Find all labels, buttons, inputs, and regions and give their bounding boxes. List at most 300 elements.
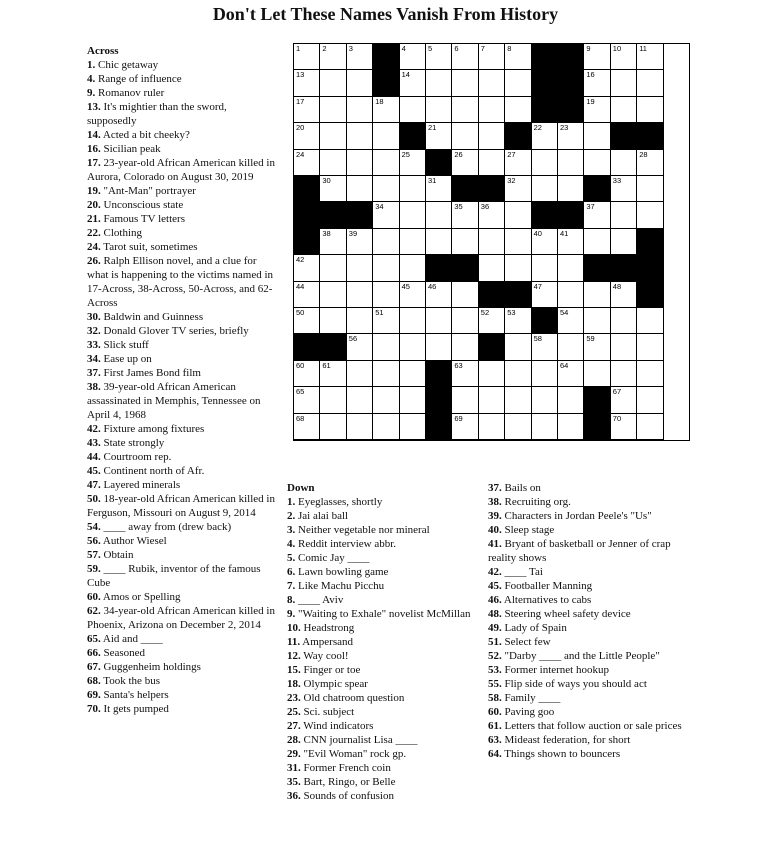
- grid-cell[interactable]: [479, 123, 505, 149]
- grid-cell[interactable]: [426, 123, 452, 149]
- grid-cell[interactable]: [347, 150, 373, 176]
- grid-cell[interactable]: [505, 308, 531, 334]
- clue-number: 43.: [87, 437, 101, 449]
- clue-item: [87, 604, 277, 632]
- cell-number: 19: [586, 96, 595, 106]
- clue-number: 38.: [488, 496, 502, 508]
- clue-number: 18.: [287, 678, 301, 690]
- across-clues: [87, 44, 277, 716]
- grid-block: [532, 308, 558, 334]
- clue-number: 6.: [287, 566, 296, 578]
- grid-block: [347, 202, 373, 228]
- clue-text: Like Machu Picchu: [295, 580, 385, 592]
- cell-number: 51: [375, 308, 384, 317]
- grid-cell[interactable]: [347, 44, 373, 70]
- clue-text: Eyeglasses, shortly: [295, 496, 383, 508]
- grid-cell[interactable]: [479, 361, 505, 387]
- cell-number: 8: [507, 44, 512, 53]
- cell-number: 60: [296, 360, 305, 370]
- clue-number: 38.: [87, 381, 101, 393]
- cell-number: 6: [454, 44, 459, 53]
- clue-number: 41.: [488, 538, 502, 550]
- grid-cell[interactable]: [558, 387, 584, 413]
- clue-number: 60.: [488, 706, 502, 718]
- grid-cell[interactable]: [294, 97, 320, 123]
- grid-cell[interactable]: [400, 44, 426, 70]
- grid-cell[interactable]: [294, 282, 320, 308]
- grid-cell[interactable]: [426, 229, 452, 255]
- cell-number: 5: [428, 44, 433, 53]
- grid-cell[interactable]: [452, 414, 478, 440]
- cell-number: 17: [296, 96, 305, 106]
- grid-cell[interactable]: [452, 361, 478, 387]
- grid-cell[interactable]: [400, 202, 426, 228]
- grid-cell[interactable]: [584, 361, 610, 387]
- grid-cell[interactable]: [373, 414, 399, 440]
- grid-cell[interactable]: [452, 70, 478, 96]
- grid-block: [426, 361, 452, 387]
- grid-cell[interactable]: [611, 282, 637, 308]
- grid-cell[interactable]: [479, 44, 505, 70]
- grid-cell[interactable]: [584, 282, 610, 308]
- grid-cell[interactable]: [479, 414, 505, 440]
- clue-item: [287, 495, 477, 509]
- grid-cell[interactable]: [611, 387, 637, 413]
- grid-cell[interactable]: [558, 255, 584, 281]
- clue-number: 42.: [87, 423, 101, 435]
- grid-cell[interactable]: [373, 97, 399, 123]
- clue-text: Way cool!: [300, 650, 349, 662]
- clue-text: Lawn bowling game: [295, 566, 389, 578]
- cell-number: 52: [480, 308, 490, 317]
- grid-cell[interactable]: [505, 387, 531, 413]
- grid-cell[interactable]: [584, 97, 610, 123]
- grid-cell[interactable]: [532, 387, 558, 413]
- grid-cell[interactable]: [373, 308, 399, 334]
- grid-cell[interactable]: [320, 176, 346, 202]
- clue-text: Alternatives to cabs: [501, 594, 592, 606]
- grid-cell[interactable]: [347, 229, 373, 255]
- grid-cell[interactable]: [584, 308, 610, 334]
- grid-cell[interactable]: [479, 70, 505, 96]
- clue-number: 36.: [287, 790, 301, 802]
- grid-cell[interactable]: [479, 255, 505, 281]
- clue-item: [287, 691, 477, 705]
- grid-cell[interactable]: [584, 202, 610, 228]
- grid-cell[interactable]: [400, 229, 426, 255]
- grid-cell[interactable]: [611, 361, 637, 387]
- clue-text: Olympic spear: [300, 678, 368, 690]
- grid-cell[interactable]: [452, 334, 478, 360]
- clue-number: 10.: [287, 622, 301, 634]
- cell-number: 47: [533, 281, 542, 291]
- clue-number: 60.: [87, 591, 101, 603]
- grid-cell[interactable]: [452, 282, 478, 308]
- grid-cell[interactable]: [637, 176, 663, 202]
- grid-block: [294, 176, 320, 202]
- grid-block: [426, 414, 452, 440]
- grid-cell[interactable]: [426, 202, 452, 228]
- grid-cell[interactable]: [400, 176, 426, 202]
- clue-number: 1.: [87, 59, 96, 71]
- grid-cell[interactable]: [505, 176, 531, 202]
- grid-cell[interactable]: [347, 97, 373, 123]
- grid-cell[interactable]: [637, 97, 663, 123]
- grid-cell[interactable]: [611, 70, 637, 96]
- grid-cell[interactable]: [320, 70, 346, 96]
- grid-cell[interactable]: [505, 150, 531, 176]
- clue-text: "Darby ____ and the Little People": [501, 650, 660, 662]
- cell-number: 61: [322, 360, 331, 370]
- clue-item: [87, 324, 277, 338]
- grid-cell[interactable]: [373, 282, 399, 308]
- grid-cell[interactable]: [637, 44, 663, 70]
- grid-cell[interactable]: [637, 414, 663, 440]
- grid-cell[interactable]: [347, 123, 373, 149]
- grid-cell[interactable]: [373, 202, 399, 228]
- cell-number: 13: [296, 70, 305, 80]
- clue-item: [488, 719, 693, 733]
- grid-cell[interactable]: [320, 387, 346, 413]
- grid-cell[interactable]: [426, 334, 452, 360]
- grid-cell[interactable]: [400, 414, 426, 440]
- grid-cell[interactable]: [505, 202, 531, 228]
- grid-cell[interactable]: [479, 150, 505, 176]
- clue-item: [87, 688, 277, 702]
- grid-cell[interactable]: [505, 361, 531, 387]
- grid-cell[interactable]: [400, 70, 426, 96]
- clue-text: Tarot suit, sometimes: [100, 241, 198, 253]
- grid-cell[interactable]: [400, 361, 426, 387]
- grid-cell[interactable]: [558, 308, 584, 334]
- grid-cell[interactable]: [558, 361, 584, 387]
- grid-cell[interactable]: [584, 70, 610, 96]
- clue-number: 37.: [87, 367, 101, 379]
- clue-text: Romanov ruler: [95, 87, 165, 99]
- clue-item: [87, 380, 277, 422]
- grid-cell[interactable]: [611, 97, 637, 123]
- grid-cell[interactable]: [320, 282, 346, 308]
- clue-text: Finger or toe: [300, 664, 361, 676]
- clue-item: [287, 593, 477, 607]
- clue-item: [488, 509, 693, 523]
- clue-text: It's mightier than the sword, supposedly: [87, 101, 227, 127]
- grid-cell[interactable]: [637, 361, 663, 387]
- clue-number: 39.: [488, 510, 502, 522]
- clue-text: Sounds of confusion: [300, 790, 394, 802]
- grid-cell[interactable]: [505, 229, 531, 255]
- clue-text: Obtain: [100, 549, 134, 561]
- grid-cell[interactable]: [611, 334, 637, 360]
- clue-item: [87, 464, 277, 478]
- clue-text: Sleep stage: [501, 524, 555, 536]
- grid-cell[interactable]: [347, 414, 373, 440]
- clue-number: 16.: [87, 143, 101, 155]
- grid-cell[interactable]: [373, 255, 399, 281]
- cell-number: 36: [480, 202, 490, 212]
- grid-cell[interactable]: [426, 44, 452, 70]
- clue-number: 70.: [87, 703, 101, 715]
- grid-cell[interactable]: [532, 414, 558, 440]
- grid-cell[interactable]: [558, 150, 584, 176]
- grid-cell[interactable]: [320, 123, 346, 149]
- clue-item: [87, 450, 277, 464]
- down-header: Down: [287, 482, 315, 494]
- clue-number: 44.: [87, 451, 101, 463]
- clue-item: [87, 562, 277, 590]
- grid-cell[interactable]: [611, 44, 637, 70]
- clue-text: Comic Jay ____: [295, 552, 370, 564]
- grid-cell[interactable]: [452, 387, 478, 413]
- grid-cell[interactable]: [347, 387, 373, 413]
- clue-number: 69.: [87, 689, 101, 701]
- grid-block: [294, 229, 320, 255]
- grid-cell[interactable]: [505, 255, 531, 281]
- clue-item: [287, 537, 477, 551]
- grid-cell[interactable]: [452, 202, 478, 228]
- grid-cell[interactable]: [347, 282, 373, 308]
- cell-number: 9: [586, 44, 591, 53]
- grid-cell[interactable]: [637, 202, 663, 228]
- grid-cell[interactable]: [320, 229, 346, 255]
- clue-text: "Evil Woman" rock gp.: [300, 748, 407, 760]
- grid-cell[interactable]: [320, 361, 346, 387]
- clue-item: [87, 646, 277, 660]
- grid-cell[interactable]: [558, 334, 584, 360]
- across-clue-list: [87, 58, 277, 716]
- grid-cell[interactable]: [320, 308, 346, 334]
- puzzle-title: Don't Let These Names Vanish From History: [212, 4, 559, 24]
- clue-text: Old chatroom question: [300, 692, 405, 704]
- grid-cell[interactable]: [400, 387, 426, 413]
- clue-number: 40.: [488, 524, 502, 536]
- grid-block: [584, 176, 610, 202]
- grid-cell[interactable]: [400, 97, 426, 123]
- grid-cell[interactable]: [320, 97, 346, 123]
- grid-cell[interactable]: [558, 414, 584, 440]
- clue-number: 42.: [488, 566, 502, 578]
- grid-cell[interactable]: [426, 97, 452, 123]
- clue-text: Bails on: [501, 482, 541, 494]
- down-clues-column-2: [488, 481, 693, 761]
- grid-cell[interactable]: [637, 150, 663, 176]
- grid-cell[interactable]: [347, 70, 373, 96]
- grid-cell[interactable]: [347, 308, 373, 334]
- grid-cell[interactable]: [637, 308, 663, 334]
- grid-cell[interactable]: [584, 123, 610, 149]
- grid-cell[interactable]: [584, 229, 610, 255]
- grid-cell[interactable]: [584, 150, 610, 176]
- grid-cell[interactable]: [479, 229, 505, 255]
- grid-cell[interactable]: [294, 308, 320, 334]
- grid-block: [452, 255, 478, 281]
- grid-cell[interactable]: [347, 334, 373, 360]
- grid-cell[interactable]: [611, 176, 637, 202]
- grid-cell[interactable]: [347, 255, 373, 281]
- grid-cell[interactable]: [452, 97, 478, 123]
- grid-cell[interactable]: [373, 334, 399, 360]
- grid-cell[interactable]: [373, 229, 399, 255]
- grid-cell[interactable]: [584, 334, 610, 360]
- grid-cell[interactable]: [347, 361, 373, 387]
- clue-item: [287, 565, 477, 579]
- clue-number: 1.: [287, 496, 296, 508]
- grid-cell[interactable]: [294, 123, 320, 149]
- grid-block: [373, 70, 399, 96]
- clue-text: ____ Tai: [501, 566, 543, 578]
- grid-block: [637, 123, 663, 149]
- grid-cell[interactable]: [505, 97, 531, 123]
- grid-cell[interactable]: [294, 387, 320, 413]
- grid-cell[interactable]: [347, 176, 373, 202]
- grid-block: [584, 387, 610, 413]
- grid-cell[interactable]: [558, 176, 584, 202]
- cell-number: 42: [296, 255, 305, 265]
- clue-text: Ralph Ellison novel, and a clue for what is happening to the victims named in 17-Across, 38-Across, 50-Across, and 62-Across: [87, 255, 274, 309]
- grid-block: [558, 97, 584, 123]
- cell-number: 14: [401, 70, 410, 80]
- cell-number: 37: [586, 202, 595, 212]
- grid-cell[interactable]: [637, 334, 663, 360]
- clue-item: [87, 310, 277, 324]
- grid-cell[interactable]: [479, 202, 505, 228]
- clue-text: Former French coin: [300, 762, 391, 774]
- cell-number: 38: [322, 228, 331, 238]
- grid-cell[interactable]: [373, 150, 399, 176]
- grid-cell[interactable]: [452, 229, 478, 255]
- grid-cell[interactable]: [611, 414, 637, 440]
- clue-number: 19.: [87, 185, 101, 197]
- clue-text: Guggenheim holdings: [100, 661, 201, 673]
- clue-text: Chic getaway: [95, 59, 159, 71]
- grid-cell[interactable]: [479, 97, 505, 123]
- grid-cell[interactable]: [479, 308, 505, 334]
- grid-cell[interactable]: [426, 176, 452, 202]
- grid-cell[interactable]: [373, 176, 399, 202]
- cell-number: 46: [428, 281, 437, 291]
- grid-cell[interactable]: [532, 123, 558, 149]
- clue-text: Fixture among fixtures: [100, 423, 205, 435]
- grid-cell[interactable]: [532, 229, 558, 255]
- clue-item: [87, 254, 277, 310]
- grid-cell[interactable]: [452, 308, 478, 334]
- grid-cell[interactable]: [611, 202, 637, 228]
- clue-item: [488, 663, 693, 677]
- clue-text: Select few: [501, 636, 551, 648]
- grid-cell[interactable]: [294, 70, 320, 96]
- cell-number: 44: [296, 281, 305, 291]
- grid-cell[interactable]: [558, 282, 584, 308]
- grid-cell[interactable]: [373, 361, 399, 387]
- clue-item: [488, 607, 693, 621]
- grid-cell[interactable]: [584, 44, 610, 70]
- grid-cell[interactable]: [558, 229, 584, 255]
- clue-number: 30.: [87, 311, 101, 323]
- grid-cell[interactable]: [452, 44, 478, 70]
- grid-cell[interactable]: [532, 176, 558, 202]
- cell-number: 39: [348, 228, 358, 238]
- clue-text: 34-year-old African American killed in Phoenix, Arizona on December 2, 2014: [87, 605, 275, 631]
- grid-block: [320, 202, 346, 228]
- grid-cell[interactable]: [505, 334, 531, 360]
- grid-cell[interactable]: [400, 334, 426, 360]
- cell-number: 24: [296, 149, 305, 159]
- grid-cell[interactable]: [479, 387, 505, 413]
- clue-text: Bryant of basketball or Jenner of crap reality shows: [488, 538, 671, 564]
- grid-cell[interactable]: [532, 150, 558, 176]
- grid-cell[interactable]: [426, 70, 452, 96]
- cell-number: 4: [401, 44, 406, 53]
- clue-number: 48.: [488, 608, 502, 620]
- grid-cell[interactable]: [637, 70, 663, 96]
- cell-number: 3: [348, 44, 353, 53]
- grid-cell[interactable]: [505, 44, 531, 70]
- cell-number: 34: [375, 202, 384, 212]
- grid-block: [294, 334, 320, 360]
- grid-cell[interactable]: [400, 308, 426, 334]
- grid-cell[interactable]: [294, 255, 320, 281]
- clue-item: [488, 635, 693, 649]
- clue-text: Donald Glover TV series, briefly: [100, 325, 249, 337]
- cell-number: 28: [639, 149, 648, 159]
- grid-cell[interactable]: [294, 44, 320, 70]
- grid-cell[interactable]: [320, 414, 346, 440]
- clue-text: Headstrong: [300, 622, 355, 634]
- grid-cell[interactable]: [505, 70, 531, 96]
- grid-cell[interactable]: [532, 334, 558, 360]
- grid-cell[interactable]: [294, 361, 320, 387]
- grid-cell[interactable]: [400, 255, 426, 281]
- clue-item: [87, 142, 277, 156]
- grid-cell[interactable]: [611, 229, 637, 255]
- grid-cell[interactable]: [373, 387, 399, 413]
- clue-number: 65.: [87, 633, 101, 645]
- clue-item: [488, 579, 693, 593]
- clue-text: First James Bond film: [100, 367, 201, 379]
- clue-number: 46.: [488, 594, 502, 606]
- grid-cell[interactable]: [532, 255, 558, 281]
- grid-cell[interactable]: [426, 308, 452, 334]
- grid-cell[interactable]: [320, 255, 346, 281]
- grid-cell[interactable]: [426, 282, 452, 308]
- clue-text: ____ Aviv: [295, 594, 344, 606]
- grid-cell[interactable]: [611, 308, 637, 334]
- clue-text: Clothing: [100, 227, 143, 239]
- grid-cell[interactable]: [400, 282, 426, 308]
- grid-cell[interactable]: [532, 282, 558, 308]
- clue-number: 50.: [87, 493, 101, 505]
- grid-cell[interactable]: [611, 150, 637, 176]
- grid-cell[interactable]: [400, 150, 426, 176]
- clue-number: 24.: [87, 241, 101, 253]
- grid-cell[interactable]: [320, 150, 346, 176]
- clue-text: Baldwin and Guinness: [100, 311, 204, 323]
- clue-number: 67.: [87, 661, 101, 673]
- grid-cell[interactable]: [452, 150, 478, 176]
- clue-number: 7.: [287, 580, 296, 592]
- grid-cell[interactable]: [532, 361, 558, 387]
- grid-cell[interactable]: [320, 44, 346, 70]
- grid-cell[interactable]: [373, 123, 399, 149]
- grid-cell[interactable]: [294, 150, 320, 176]
- grid-cell[interactable]: [294, 414, 320, 440]
- grid-cell[interactable]: [558, 123, 584, 149]
- grid-block: [637, 229, 663, 255]
- grid-cell[interactable]: [637, 387, 663, 413]
- grid-cell[interactable]: [452, 123, 478, 149]
- grid-cell[interactable]: [505, 414, 531, 440]
- clue-item: [287, 677, 477, 691]
